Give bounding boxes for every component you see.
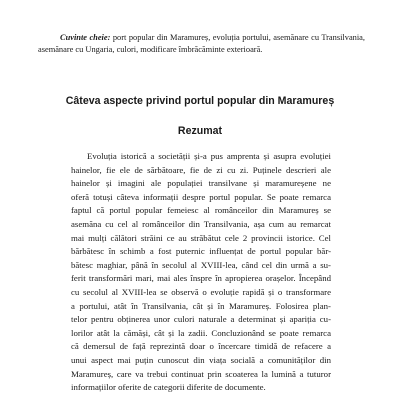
keywords-label: Cuvinte cheie: bbox=[60, 33, 111, 42]
keywords-text: port popular din Maramureș, evoluția portului, asemănare cu Transilvania, asemănare cu Ungaria, culori, modificare îmbrăcăminte exterioară. bbox=[38, 33, 365, 54]
abstract-heading: Rezumat bbox=[177, 125, 223, 137]
abstract-line: Maramureș, care va trebui continuat prin scoaterea la lumină a tuturor bbox=[71, 368, 331, 379]
abstract-line: asemăna cu cel al românceilor din Transilvania, așa cum au remarcat bbox=[71, 218, 331, 229]
abstract-line: Evoluția istorică a societății și-a pus amprenta și asupra evoluției bbox=[87, 151, 331, 161]
abstract-body bbox=[71, 150, 331, 395]
abstract-line: telor pentru obținerea unor culori naturale a determinat și apariția cu- bbox=[71, 314, 331, 325]
abstract-line: informațiilor oferite de categorii diferite de documente. bbox=[71, 382, 266, 393]
abstract-line: că demersul de față reprezintă doar o încercare timidă de refacere a bbox=[71, 341, 331, 352]
abstract-line: cu secolul al XVIII-lea se observă o evoluție rapidă și o transformare bbox=[71, 286, 331, 297]
abstract-line: hainelor și imagini ale populației transilvane și maramureșene ne bbox=[71, 178, 331, 189]
abstract-line: hainelor, fie ele de sărbătoare, fie de zi cu zi. Puținele descrieri ale bbox=[71, 164, 331, 175]
abstract-line: lorilor atât la cămăși, cât și la zadii. Concluzionând se poate remarca bbox=[71, 327, 331, 338]
abstract-line: mai mulți călători străini ce au străbătut cele 2 provincii istorice. Cel bbox=[71, 232, 331, 243]
abstract-line: ferit transformări mari, mai ales înspre în apropierea orașelor. Începând bbox=[71, 273, 331, 284]
abstract-line: oferă totuși câteva informații despre portul popular. Se poate remarca bbox=[71, 191, 331, 202]
article-title: Câteva aspecte privind portul popular din Maramureș bbox=[65, 95, 335, 107]
abstract-line: a portului, atât în Transilvania, cât și în Maramureș. Folosirea plan- bbox=[71, 300, 331, 311]
abstract-line: unui aspect mai puțin cunoscut din viața socială a comunităților din bbox=[71, 354, 331, 365]
abstract-line: faptul că portul popular femeiesc al românceilor din Maramureș se bbox=[71, 205, 331, 216]
keywords-paragraph bbox=[38, 32, 365, 55]
abstract-line: bărbătesc în schimb a fost puternic influențat de portul popular băr- bbox=[71, 246, 331, 257]
abstract-line: bătesc maghiar, până în secolul al XVIII-lea, când cel din urmă a su- bbox=[71, 259, 331, 270]
